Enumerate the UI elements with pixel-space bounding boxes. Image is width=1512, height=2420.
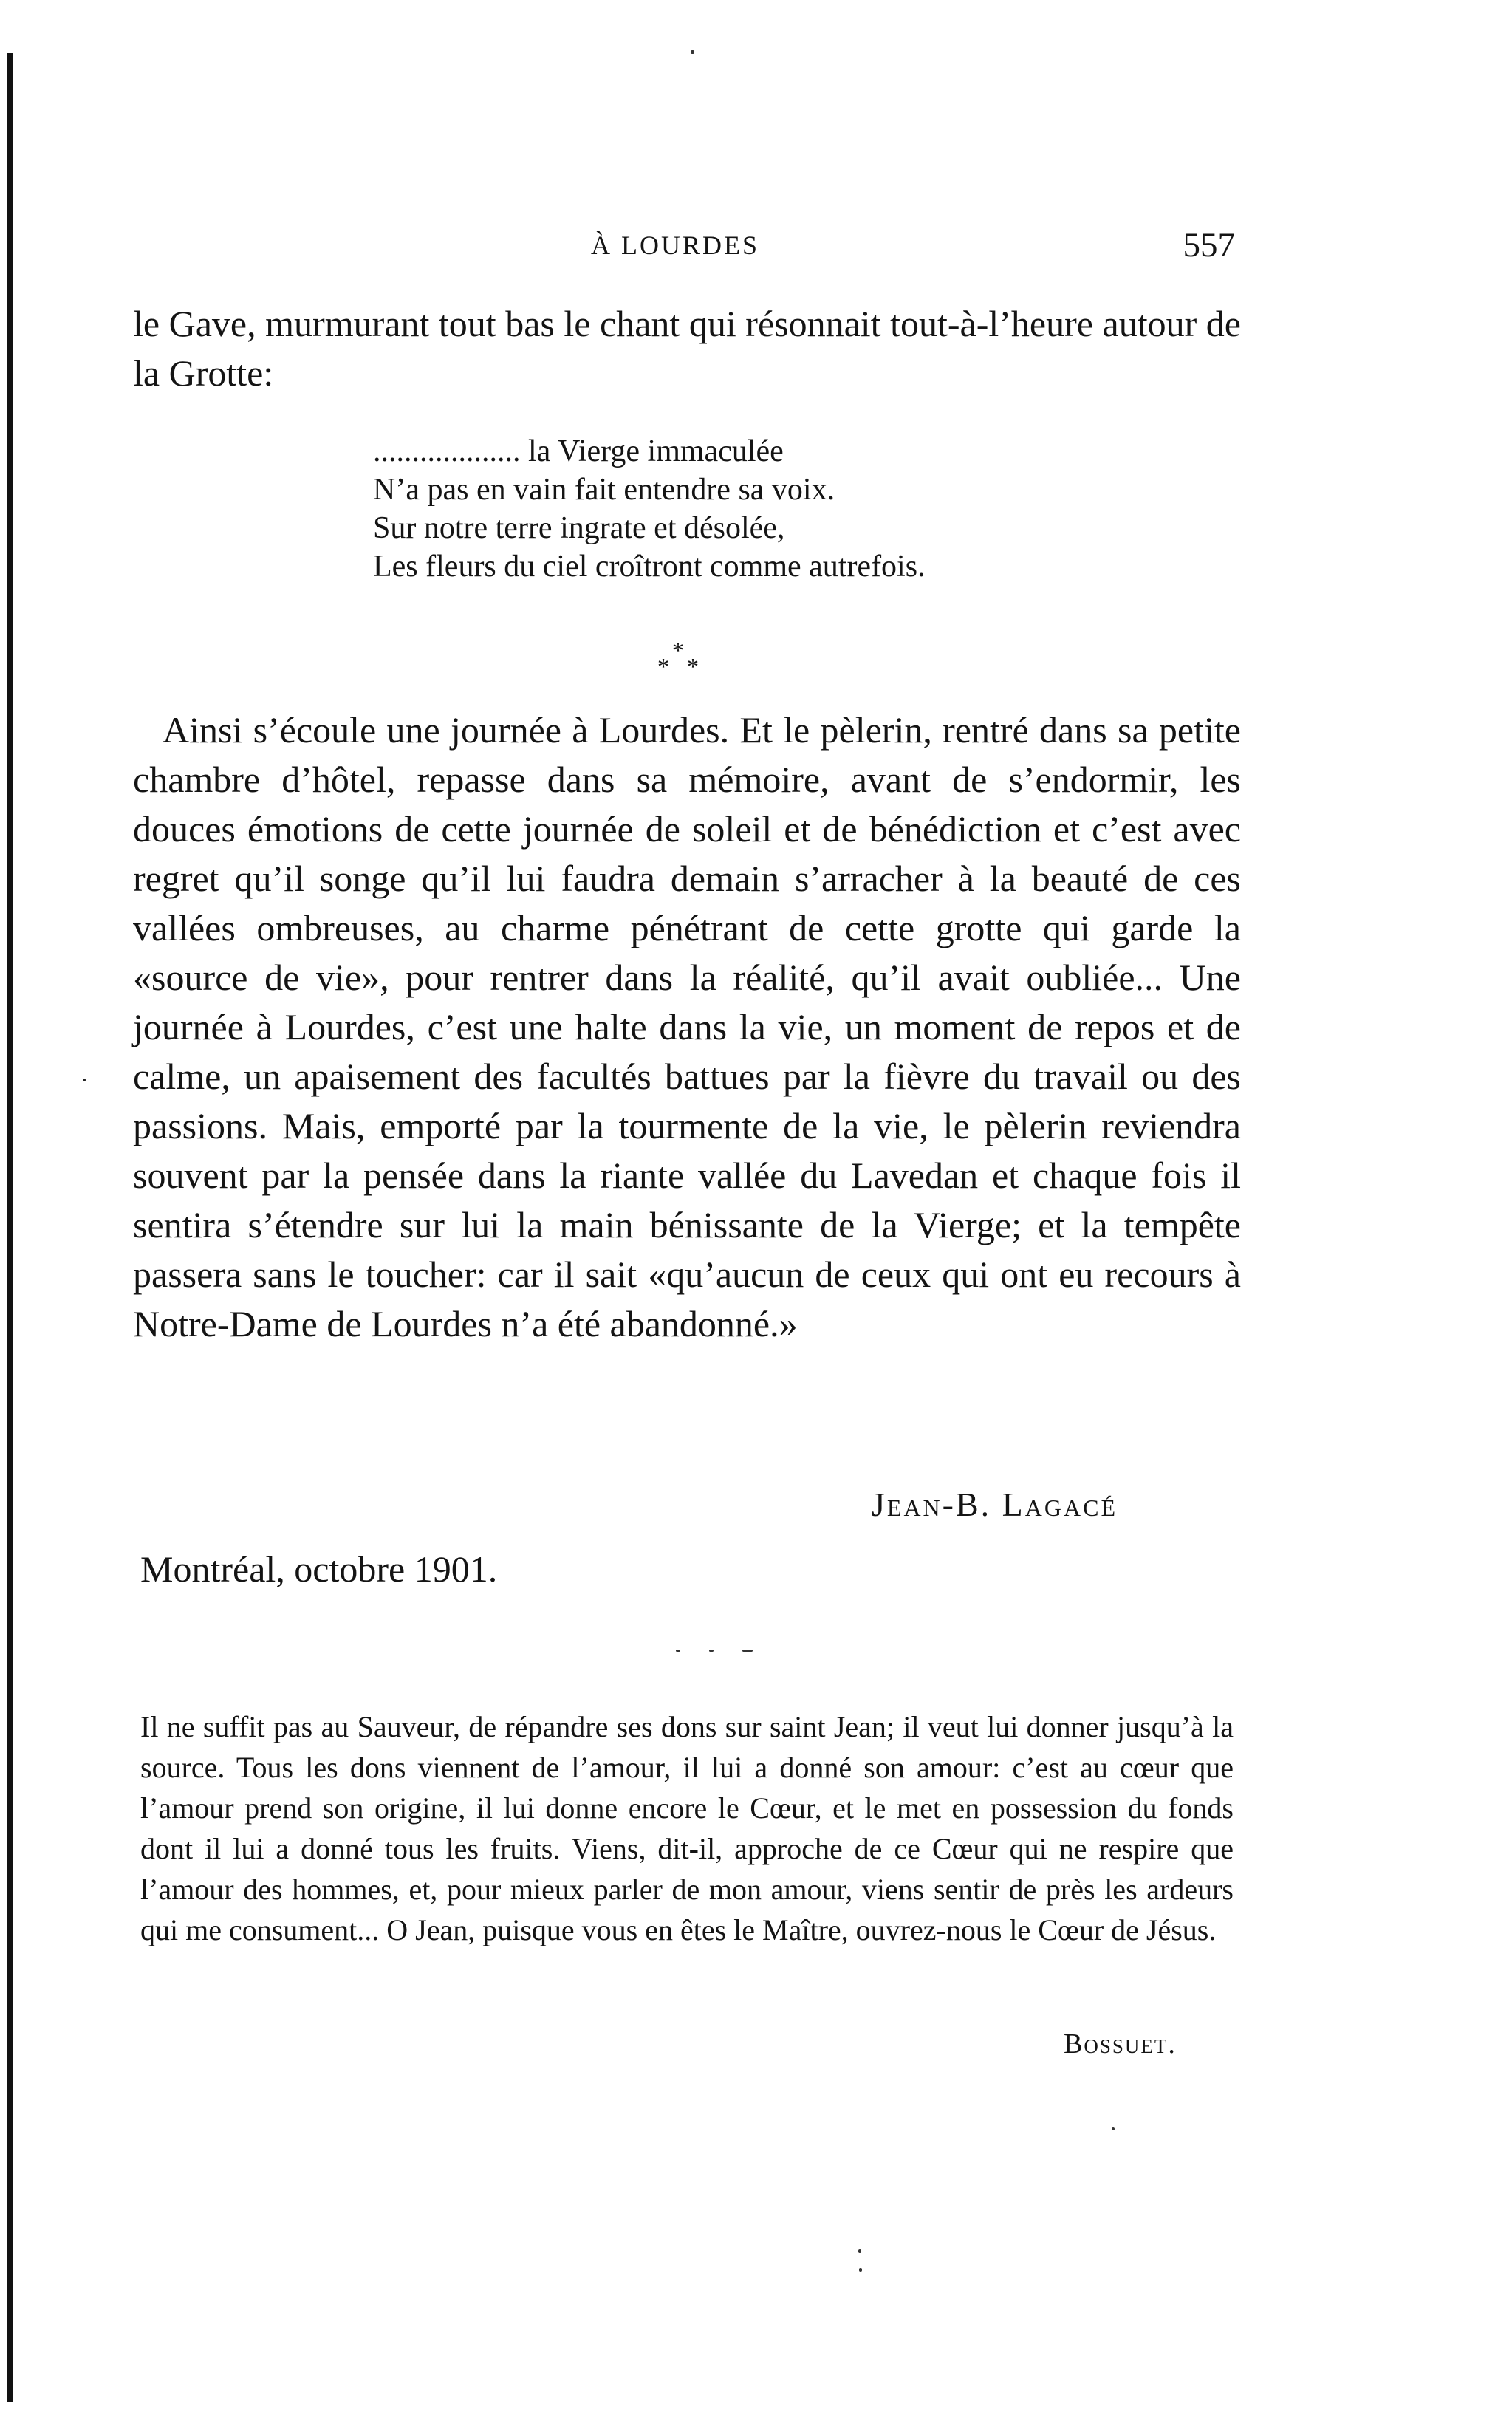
print-speck xyxy=(859,2268,862,2272)
page-number: 557 xyxy=(1183,226,1235,264)
print-speck xyxy=(1112,2127,1115,2130)
verse-line: ................... la Vierge immaculée xyxy=(373,434,784,468)
print-speck xyxy=(676,1650,680,1652)
epigraph-quotation: Il ne suffit pas au Sauveur, de répandre ses dons sur saint Jean; il veut lui donner jusqu’à la source. Tous les dons viennent de l’amour, il lui a donné son amour: c’est au cœur que l’amour prend son origine, il lui donne encore le Cœur, et le met en possession du fonds dont il lui a donné tous les fruits. Viens, dit-il, approche de ce Cœur qui ne respire que l’amour des hommes, et, pour mieux parler de mon amour, viens sentir de près les ardeurs qui me consument... O Jean, puisque vous en êtes le Maître, ouvrez-nous le Cœur de Jésus. xyxy=(140,1710,1234,1946)
binding-gutter-line xyxy=(7,53,13,2402)
running-title: À LOURDES xyxy=(591,230,760,260)
opening-paragraph: le Gave, murmurant tout bas le chant qui résonnait tout-à-l’heure autour de la Grotte: xyxy=(133,303,1241,394)
verse-line: N’a pas en vain fait entendre sa voix. xyxy=(373,473,835,507)
author-signature: Jean-B. Lagacé xyxy=(872,1486,1118,1523)
print-speck xyxy=(742,1650,753,1652)
print-speck xyxy=(709,1650,714,1652)
running-head xyxy=(133,225,1241,270)
quote-attribution: Bossuet. xyxy=(1064,2028,1177,2060)
main-paragraph: Ainsi s’écoule une journée à Lourdes. Et le pèlerin, rentré dans sa petite chambre d’hôtel, repasse dans sa mémoire, avant de s’endormir, les douces émotions de cette journée de soleil et de bénédiction et c’est avec regret qu’il songe qu’il lui faudra demain s’arracher à la beauté de ces vallées ombreuses, au charme pénétrant de cette grotte qui garde la «source de vie», pour rentrer dans la réalité, qu’il avait oubliée... Une journée à Lourdes, c’est une halte dans la vie, un moment de repos et de calme, un apaisement des facultés battues par la fièvre du travail ou des passions. Mais, emporté par la tourmente de la vie, le pèlerin reviendra souvent par la pensée dans la riante vallée du Lavedan et chaque fois il sentira s’étendre sur lui la main bénissante de la Vierge; et la tempête passera sans le toucher: car il sait «qu’aucun de ceux qui ont eu recours à Notre-Dame de Lourdes n’a été abandonné.» xyxy=(133,709,1241,1344)
print-speck xyxy=(691,50,694,54)
asterisk: * xyxy=(672,637,684,663)
print-speck xyxy=(858,2249,861,2253)
verse-quotation xyxy=(373,432,926,586)
asterisk: * xyxy=(657,653,669,680)
verse-line: Les fleurs du ciel croîtront comme autrefois. xyxy=(373,550,926,584)
asterism-separator xyxy=(650,637,709,681)
margin-mark xyxy=(83,1079,86,1081)
dateline: Montréal, octobre 1901. xyxy=(140,1548,498,1590)
verse-line: Sur notre terre ingrate et désolée, xyxy=(373,511,785,545)
asterisk: * xyxy=(687,653,699,680)
